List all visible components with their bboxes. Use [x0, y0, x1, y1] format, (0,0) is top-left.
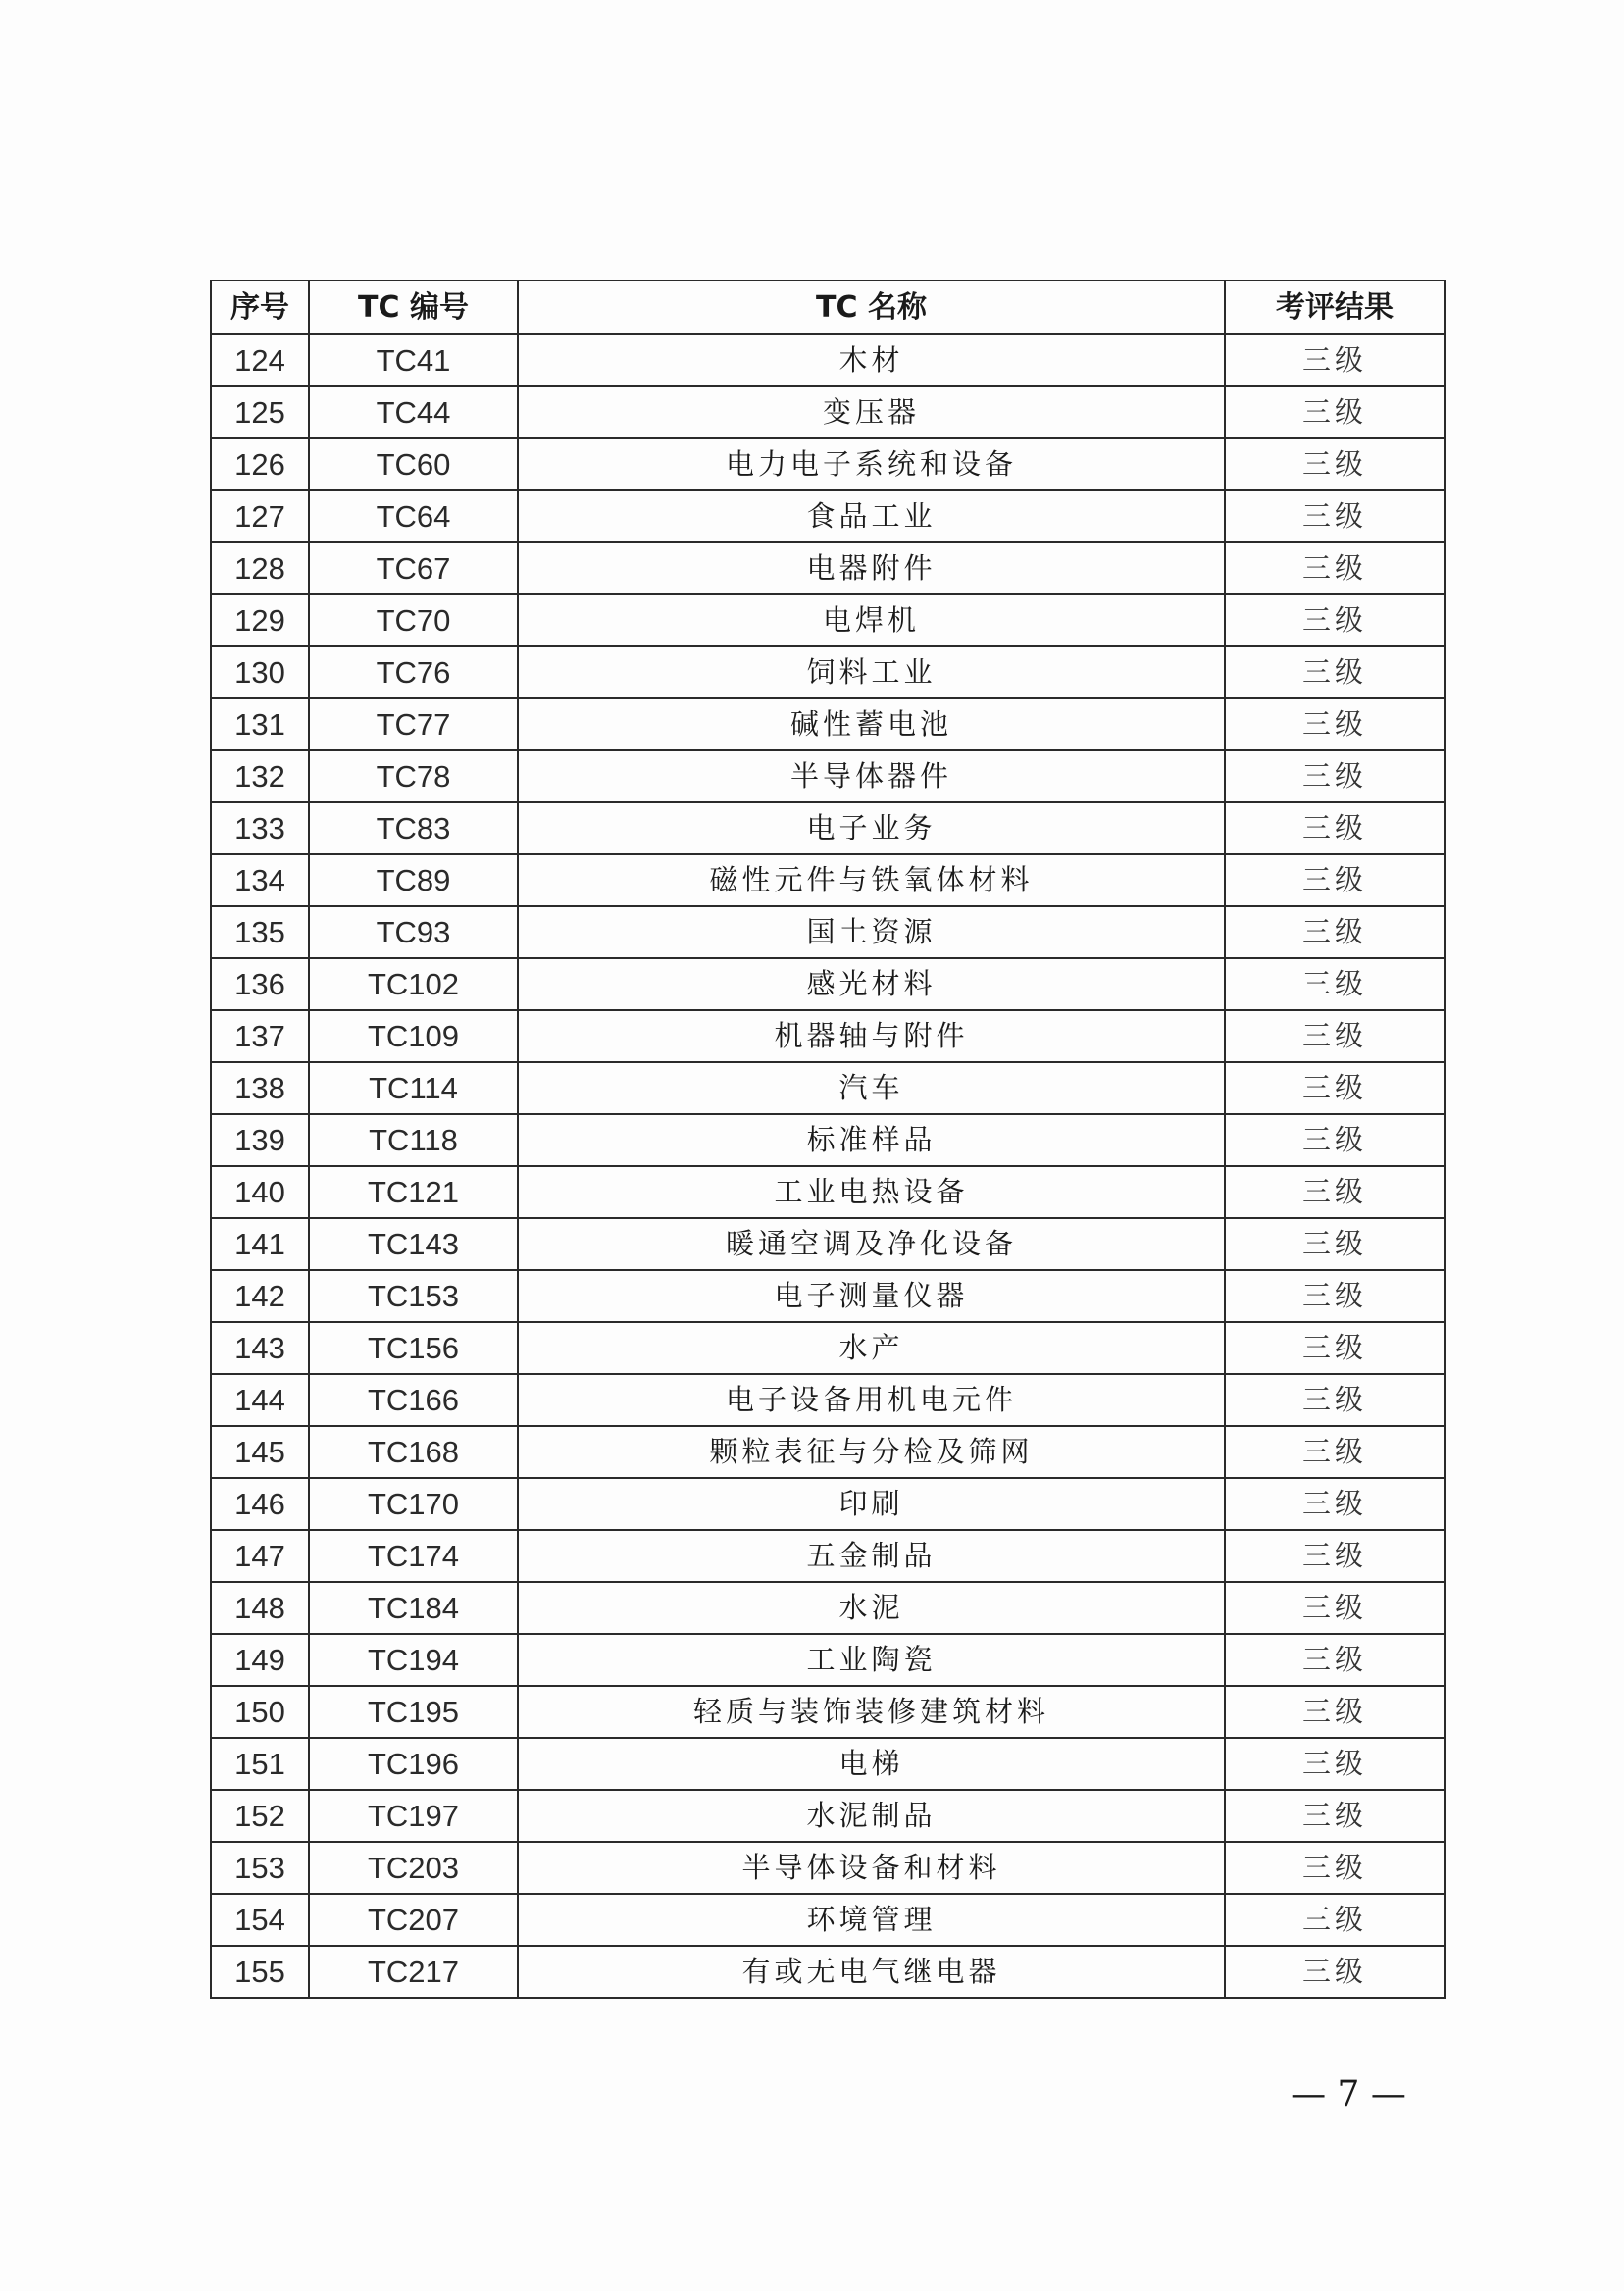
serial-number-cell: 129 — [211, 594, 309, 646]
serial-number-cell: 127 — [211, 490, 309, 542]
tc-code-cell: TC44 — [309, 386, 518, 438]
evaluation-result-cell: 三级 — [1225, 490, 1445, 542]
tc-name-cell: 变压器 — [518, 386, 1225, 438]
tc-code-cell: TC203 — [309, 1842, 518, 1894]
tc-code-cell: TC196 — [309, 1738, 518, 1790]
serial-number-cell: 140 — [211, 1166, 309, 1218]
table-row — [211, 1270, 1445, 1322]
tc-name-cell: 印刷 — [518, 1478, 1225, 1530]
table-row — [211, 1582, 1445, 1634]
evaluation-result-cell: 三级 — [1225, 594, 1445, 646]
table-row — [211, 438, 1445, 490]
table-row — [211, 1426, 1445, 1478]
header-tc-name: TC 名称 — [518, 280, 1225, 334]
tc-name-cell: 颗粒表征与分检及筛网 — [518, 1426, 1225, 1478]
serial-number-cell: 155 — [211, 1946, 309, 1998]
evaluation-result-cell: 三级 — [1225, 854, 1445, 906]
tc-code-cell: TC78 — [309, 750, 518, 802]
evaluation-result-cell: 三级 — [1225, 542, 1445, 594]
table-row — [211, 386, 1445, 438]
tc-code-cell: TC195 — [309, 1686, 518, 1738]
tc-code-cell: TC102 — [309, 958, 518, 1010]
header-evaluation-result: 考评结果 — [1225, 280, 1445, 334]
table-row — [211, 802, 1445, 854]
evaluation-result-cell: 三级 — [1225, 1686, 1445, 1738]
serial-number-cell: 125 — [211, 386, 309, 438]
tc-name-cell: 暖通空调及净化设备 — [518, 1218, 1225, 1270]
serial-number-cell: 153 — [211, 1842, 309, 1894]
serial-number-cell: 130 — [211, 646, 309, 698]
tc-name-cell: 木材 — [518, 334, 1225, 386]
evaluation-result-cell: 三级 — [1225, 1114, 1445, 1166]
tc-name-cell: 五金制品 — [518, 1530, 1225, 1582]
tc-code-cell: TC121 — [309, 1166, 518, 1218]
serial-number-cell: 138 — [211, 1062, 309, 1114]
evaluation-result-cell: 三级 — [1225, 958, 1445, 1010]
tc-code-cell: TC83 — [309, 802, 518, 854]
tc-code-cell: TC207 — [309, 1894, 518, 1946]
serial-number-cell: 143 — [211, 1322, 309, 1374]
tc-name-cell: 水产 — [518, 1322, 1225, 1374]
table-row — [211, 698, 1445, 750]
evaluation-result-cell: 三级 — [1225, 1738, 1445, 1790]
table-row — [211, 1010, 1445, 1062]
tc-name-cell: 电子业务 — [518, 802, 1225, 854]
tc-name-cell: 电器附件 — [518, 542, 1225, 594]
evaluation-result-cell: 三级 — [1225, 750, 1445, 802]
tc-code-cell: TC89 — [309, 854, 518, 906]
serial-number-cell: 149 — [211, 1634, 309, 1686]
serial-number-cell: 124 — [211, 334, 309, 386]
tc-name-cell: 环境管理 — [518, 1894, 1225, 1946]
table-row — [211, 1166, 1445, 1218]
evaluation-result-cell: 三级 — [1225, 1270, 1445, 1322]
evaluation-result-cell: 三级 — [1225, 1478, 1445, 1530]
table-row — [211, 1894, 1445, 1946]
serial-number-cell: 147 — [211, 1530, 309, 1582]
tc-code-cell: TC76 — [309, 646, 518, 698]
tc-name-cell: 电梯 — [518, 1738, 1225, 1790]
table-row — [211, 906, 1445, 958]
evaluation-result-cell: 三级 — [1225, 698, 1445, 750]
table-header-row — [211, 280, 1445, 334]
serial-number-cell: 141 — [211, 1218, 309, 1270]
tc-name-cell: 水泥制品 — [518, 1790, 1225, 1842]
table-row — [211, 1062, 1445, 1114]
table-row — [211, 1634, 1445, 1686]
table-row — [211, 594, 1445, 646]
serial-number-cell: 135 — [211, 906, 309, 958]
table-row — [211, 1738, 1445, 1790]
evaluation-result-cell: 三级 — [1225, 802, 1445, 854]
evaluation-result-cell: 三级 — [1225, 1322, 1445, 1374]
table-row — [211, 1478, 1445, 1530]
table-row — [211, 1790, 1445, 1842]
evaluation-result-cell: 三级 — [1225, 1530, 1445, 1582]
serial-number-cell: 152 — [211, 1790, 309, 1842]
evaluation-result-cell: 三级 — [1225, 1218, 1445, 1270]
tc-code-cell: TC170 — [309, 1478, 518, 1530]
tc-name-cell: 半导体器件 — [518, 750, 1225, 802]
tc-code-cell: TC118 — [309, 1114, 518, 1166]
header-tc-code: TC 编号 — [309, 280, 518, 334]
tc-name-cell: 电子测量仪器 — [518, 1270, 1225, 1322]
table-row — [211, 750, 1445, 802]
tc-code-cell: TC114 — [309, 1062, 518, 1114]
serial-number-cell: 144 — [211, 1374, 309, 1426]
tc-code-cell: TC174 — [309, 1530, 518, 1582]
tc-name-cell: 标准样品 — [518, 1114, 1225, 1166]
tc-code-cell: TC67 — [309, 542, 518, 594]
tc-code-cell: TC156 — [309, 1322, 518, 1374]
serial-number-cell: 148 — [211, 1582, 309, 1634]
tc-name-cell: 国土资源 — [518, 906, 1225, 958]
table-row — [211, 1686, 1445, 1738]
tc-name-cell: 磁性元件与铁氧体材料 — [518, 854, 1225, 906]
tc-name-cell: 电子设备用机电元件 — [518, 1374, 1225, 1426]
table-row — [211, 1322, 1445, 1374]
serial-number-cell: 145 — [211, 1426, 309, 1478]
evaluation-result-cell: 三级 — [1225, 334, 1445, 386]
tc-code-cell: TC194 — [309, 1634, 518, 1686]
serial-number-cell: 128 — [211, 542, 309, 594]
tc-name-cell: 饲料工业 — [518, 646, 1225, 698]
tc-name-cell: 汽车 — [518, 1062, 1225, 1114]
evaluation-result-cell: 三级 — [1225, 1166, 1445, 1218]
tc-name-cell: 半导体设备和材料 — [518, 1842, 1225, 1894]
tc-name-cell: 电力电子系统和设备 — [518, 438, 1225, 490]
table-row — [211, 1114, 1445, 1166]
table-row — [211, 490, 1445, 542]
evaluation-result-cell: 三级 — [1225, 1374, 1445, 1426]
tc-code-cell: TC93 — [309, 906, 518, 958]
serial-number-cell: 132 — [211, 750, 309, 802]
table-row — [211, 1530, 1445, 1582]
serial-number-cell: 142 — [211, 1270, 309, 1322]
serial-number-cell: 126 — [211, 438, 309, 490]
tc-name-cell: 轻质与装饰装修建筑材料 — [518, 1686, 1225, 1738]
evaluation-result-cell: 三级 — [1225, 1426, 1445, 1478]
evaluation-result-cell: 三级 — [1225, 1790, 1445, 1842]
serial-number-cell: 137 — [211, 1010, 309, 1062]
evaluation-result-cell: 三级 — [1225, 386, 1445, 438]
evaluation-result-cell: 三级 — [1225, 1634, 1445, 1686]
tc-code-cell: TC166 — [309, 1374, 518, 1426]
serial-number-cell: 131 — [211, 698, 309, 750]
table-row — [211, 1374, 1445, 1426]
tc-name-cell: 水泥 — [518, 1582, 1225, 1634]
header-serial-number: 序号 — [211, 280, 309, 334]
table-row — [211, 1218, 1445, 1270]
tc-name-cell: 有或无电气继电器 — [518, 1946, 1225, 1998]
table-body — [211, 334, 1445, 1998]
tc-name-cell: 电焊机 — [518, 594, 1225, 646]
tc-code-cell: TC143 — [309, 1218, 518, 1270]
tc-code-cell: TC217 — [309, 1946, 518, 1998]
tc-code-cell: TC70 — [309, 594, 518, 646]
serial-number-cell: 134 — [211, 854, 309, 906]
tc-evaluation-table — [210, 280, 1446, 1999]
tc-code-cell: TC109 — [309, 1010, 518, 1062]
serial-number-cell: 150 — [211, 1686, 309, 1738]
evaluation-result-cell: 三级 — [1225, 1010, 1445, 1062]
serial-number-cell: 151 — [211, 1738, 309, 1790]
tc-name-cell: 机器轴与附件 — [518, 1010, 1225, 1062]
serial-number-cell: 154 — [211, 1894, 309, 1946]
table-row — [211, 958, 1445, 1010]
table-row — [211, 334, 1445, 386]
tc-code-cell: TC168 — [309, 1426, 518, 1478]
evaluation-result-cell: 三级 — [1225, 1946, 1445, 1998]
page-number: — 7 — — [1291, 2074, 1406, 2114]
tc-code-cell: TC60 — [309, 438, 518, 490]
serial-number-cell: 136 — [211, 958, 309, 1010]
tc-name-cell: 食品工业 — [518, 490, 1225, 542]
table-row — [211, 854, 1445, 906]
table-row — [211, 542, 1445, 594]
tc-name-cell: 碱性蓄电池 — [518, 698, 1225, 750]
tc-code-cell: TC197 — [309, 1790, 518, 1842]
tc-code-cell: TC41 — [309, 334, 518, 386]
serial-number-cell: 146 — [211, 1478, 309, 1530]
table-row — [211, 1842, 1445, 1894]
evaluation-result-cell: 三级 — [1225, 438, 1445, 490]
serial-number-cell: 139 — [211, 1114, 309, 1166]
serial-number-cell: 133 — [211, 802, 309, 854]
tc-code-cell: TC184 — [309, 1582, 518, 1634]
tc-name-cell: 工业陶瓷 — [518, 1634, 1225, 1686]
evaluation-result-cell: 三级 — [1225, 646, 1445, 698]
table-row — [211, 646, 1445, 698]
evaluation-result-cell: 三级 — [1225, 1062, 1445, 1114]
tc-name-cell: 工业电热设备 — [518, 1166, 1225, 1218]
evaluation-result-cell: 三级 — [1225, 1582, 1445, 1634]
table-row — [211, 1946, 1445, 1998]
tc-name-cell: 感光材料 — [518, 958, 1225, 1010]
tc-code-cell: TC64 — [309, 490, 518, 542]
evaluation-result-cell: 三级 — [1225, 1894, 1445, 1946]
evaluation-result-cell: 三级 — [1225, 1842, 1445, 1894]
tc-code-cell: TC153 — [309, 1270, 518, 1322]
evaluation-result-cell: 三级 — [1225, 906, 1445, 958]
tc-code-cell: TC77 — [309, 698, 518, 750]
